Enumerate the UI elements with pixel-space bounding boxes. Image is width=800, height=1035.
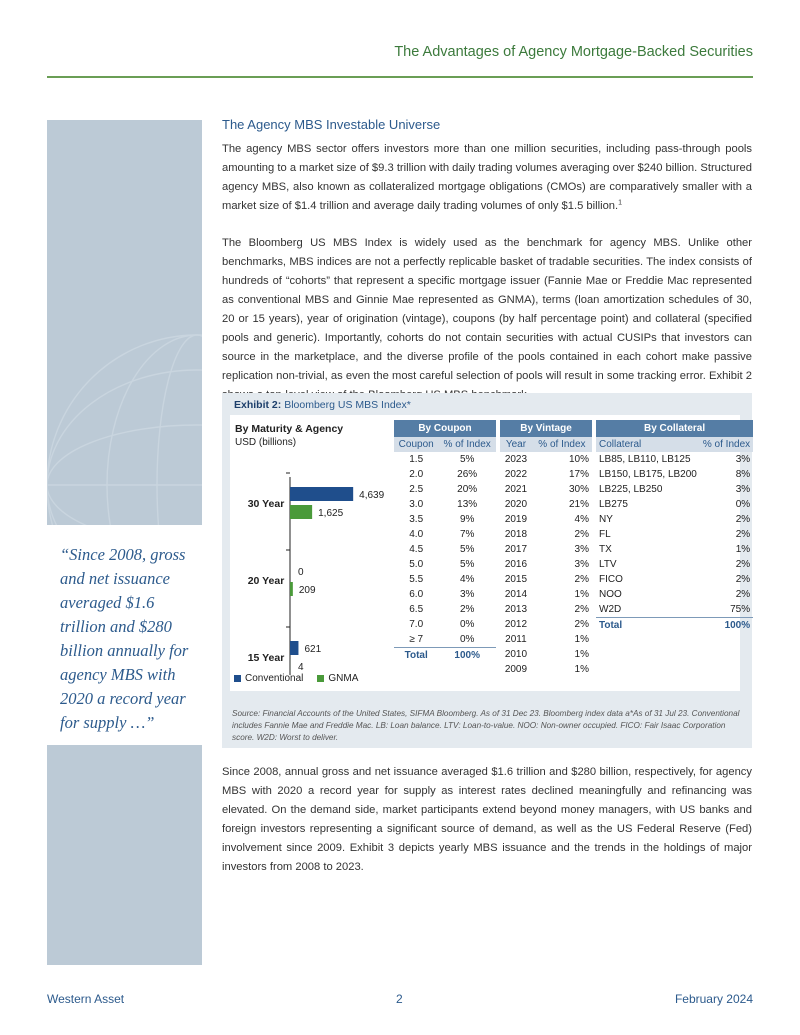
footer-page-number: 2 — [396, 992, 403, 1006]
row-label: 2022 — [504, 469, 528, 480]
table-row — [394, 497, 496, 512]
maturity-bar-chart — [230, 435, 390, 675]
row-value: 1% — [574, 664, 589, 675]
vintage-table — [500, 420, 592, 677]
table-row — [394, 632, 496, 648]
row-label: 4.0 — [409, 529, 424, 540]
row-label: 1.5 — [409, 454, 424, 465]
table-row — [500, 602, 592, 617]
row-value: 13% — [457, 499, 478, 510]
vintage-group-header: By Vintage — [500, 420, 592, 437]
table-row — [500, 527, 592, 542]
paragraph-3: Since 2008, annual gross and net issuance averaged $1.6 trillion and $280 billion, respectively, for agency MBS with 2020 a record year for supply as interest rates declined meaningfully and refinancing was elevated. On the demand side, market participants extend beyond money managers, with US banks and foreign investors representing a significant source of demand, as well as the US Federal Reserve (Fed) involvement since 2009. Exhibit 3 depicts yearly MBS issuance and the trends in the holdings of major investors from 2008 to 2023. — [222, 766, 752, 873]
coupon-total-value: 100% — [438, 648, 496, 664]
row-value: 2% — [574, 604, 589, 615]
row-label: 6.0 — [409, 589, 424, 600]
row-value: 17% — [568, 469, 589, 480]
vintage-pct-header: % of Index — [532, 437, 592, 452]
row-label: TX — [599, 544, 612, 555]
vintage-rows — [500, 452, 592, 677]
row-value: 2% — [735, 574, 751, 585]
row-value: 2% — [574, 529, 589, 540]
chart-subtitle: USD (billions) — [235, 437, 297, 448]
globe-watermark-icon — [47, 310, 202, 525]
row-label: ≥ 7 — [409, 634, 424, 645]
row-value: 3% — [459, 589, 475, 600]
row-label: LB150, LB175, LB200 — [599, 469, 697, 480]
row-label: W2D — [599, 604, 622, 615]
table-row — [394, 512, 496, 527]
row-value: 75% — [730, 604, 751, 615]
row-label: LTV — [599, 559, 617, 570]
legend-conventional-swatch — [234, 675, 241, 682]
row-value: 1% — [735, 544, 751, 555]
bar — [290, 582, 293, 596]
bar-value-label: 4,639 — [359, 490, 385, 501]
paragraph-1-text: The agency MBS sector offers investors more than one million securities, including pass-through pools amounting to a market size of $9.3 trillion with daily trading volumes averaging over $240 billion. Structured agency MBS, also known as collateralized mortgage obligations (CMOs) are comparatively smaller with a market size of $1.4 trillion and average daily trading volumes of only $1.5 billion. — [222, 143, 752, 212]
row-value: 0% — [735, 499, 751, 510]
row-label: LB225, LB250 — [599, 484, 663, 495]
row-label: 6.5 — [409, 604, 424, 615]
table-row — [394, 542, 496, 557]
row-value: 1% — [574, 649, 589, 660]
pull-quote: “Since 2008, gross and net issuance averaged $1.6 trillion and $280 billion annually for agency MBS with 2020 a record year for supply …” — [60, 545, 189, 732]
collateral-col-header: Collateral — [596, 437, 700, 452]
row-value: 2% — [574, 619, 589, 630]
header-rule — [47, 76, 753, 78]
table-row — [500, 482, 592, 497]
collateral-total-value: 100% — [700, 618, 753, 634]
footnote-ref: 1 — [618, 199, 623, 207]
collateral-rows — [596, 452, 753, 618]
collateral-table — [596, 420, 753, 633]
row-label: 2011 — [505, 634, 527, 645]
row-label: 2016 — [504, 559, 528, 570]
row-value: 20% — [457, 484, 478, 495]
chart-title: By Maturity & Agency — [235, 423, 344, 435]
chart-legend — [234, 673, 358, 684]
row-value: 2% — [735, 589, 751, 600]
row-label: 2014 — [504, 589, 528, 600]
coupon-table — [394, 420, 496, 663]
row-label: LB85, LB110, LB125 — [599, 454, 691, 465]
bar — [290, 487, 353, 501]
row-value: 26% — [457, 469, 478, 480]
bar-value-label: 621 — [304, 644, 322, 655]
row-label: 2017 — [504, 544, 528, 555]
table-row — [596, 572, 753, 587]
quote-panel — [47, 525, 202, 745]
coupon-group-header: By Coupon — [394, 420, 496, 437]
table-row — [500, 587, 592, 602]
legend-gnma-swatch — [317, 675, 324, 682]
table-row — [394, 617, 496, 632]
paragraph-1 — [222, 140, 752, 216]
row-value: 2% — [459, 604, 475, 615]
row-value: 2% — [735, 529, 751, 540]
table-row — [394, 557, 496, 572]
row-value: 5% — [459, 544, 475, 555]
row-label: 5.5 — [409, 574, 424, 585]
exhibit-inner — [230, 415, 751, 691]
table-row — [500, 542, 592, 557]
row-value: 2% — [735, 514, 751, 525]
table-row — [500, 557, 592, 572]
row-value: 0% — [459, 619, 475, 630]
category-label: 30 Year — [247, 498, 285, 510]
row-value: 30% — [568, 484, 589, 495]
table-row — [596, 497, 753, 512]
exhibit-name: Bloomberg US MBS Index* — [284, 399, 411, 411]
row-label: 2.5 — [409, 484, 424, 495]
exhibit-2 — [222, 393, 752, 748]
row-label: FL — [599, 529, 611, 540]
row-label: 2023 — [504, 454, 528, 465]
bar-value-label: 4 — [298, 662, 304, 673]
bar-value-label: 209 — [298, 585, 316, 596]
table-row — [596, 557, 753, 572]
row-label: 2.0 — [409, 469, 424, 480]
row-value: 4% — [574, 514, 589, 525]
table-row — [596, 467, 753, 482]
row-value: 0% — [459, 634, 475, 645]
row-label: 2021 — [504, 484, 528, 495]
row-label: FICO — [599, 574, 623, 585]
row-label: 2010 — [504, 649, 528, 660]
row-value: 1% — [574, 634, 589, 645]
row-value: 2% — [735, 559, 751, 570]
collateral-pct-header: % of Index — [700, 437, 753, 452]
coupon-rows — [394, 452, 496, 648]
table-row — [500, 632, 592, 647]
table-row — [500, 617, 592, 632]
table-row — [500, 662, 592, 677]
row-label: 2020 — [504, 499, 528, 510]
row-value: 1% — [574, 589, 589, 600]
sidebar — [47, 120, 202, 965]
bar-value-label: 0 — [298, 567, 304, 578]
row-label: LB275 — [599, 499, 628, 510]
row-value: 2% — [574, 574, 589, 585]
table-row — [394, 587, 496, 602]
row-label: NY — [599, 514, 613, 525]
row-label: 2009 — [504, 664, 528, 675]
paragraph-2: The Bloomberg US MBS Index is widely used as the benchmark for agency MBS. Unlike other benchmarks, MBS indices are not a perfectly replicable basket of tradable securities. The index consists of hundreds of “cohorts” that represent a specific mortgage issuer (Fannie Mae or Freddie Mac represented as conventional MBS and Ginnie Mae represented as GNMA), terms (loan amortization schedules of 30, 20 or 15 years), year of origination (vintage), coupons (by half percentage point) and collateral (specified pools and generic). Importantly, cohorts do not contain securities with actual CUSIPs that investors can source in the marketplace, and the diverse profile of the pools contained in each cohort make passive replication non-trivial, as even the most careful selection of pools will result in some tracking error. Exhibit 2 — [222, 237, 752, 382]
row-value: 3% — [574, 559, 589, 570]
row-label: 3.5 — [409, 514, 424, 525]
collateral-total-label: Total — [596, 618, 700, 634]
coupon-total-label: Total — [394, 648, 438, 664]
row-label: NOO — [599, 589, 622, 600]
row-value: 10% — [568, 454, 589, 465]
footer-date: February 2024 — [674, 992, 753, 1006]
legend-gnma-label: GNMA — [328, 673, 359, 684]
table-row — [596, 542, 753, 557]
section-title: The Agency MBS Investable Universe — [222, 117, 441, 132]
table-row — [394, 467, 496, 482]
row-value: 9% — [459, 514, 475, 525]
table-row — [596, 512, 753, 527]
row-label: 2012 — [504, 619, 528, 630]
table-row — [596, 602, 753, 618]
table-row — [500, 572, 592, 587]
category-label: 20 Year — [247, 575, 285, 587]
table-row — [596, 482, 753, 497]
footer-left: Western Asset — [47, 992, 125, 1006]
row-label: 7.0 — [409, 619, 424, 630]
bar — [290, 505, 312, 519]
row-value: 4% — [459, 574, 475, 585]
table-row — [394, 482, 496, 497]
table-row — [394, 572, 496, 587]
table-row — [500, 452, 592, 467]
row-value: 21% — [568, 499, 589, 510]
row-label: 2019 — [504, 514, 528, 525]
row-value: 5% — [459, 559, 475, 570]
row-label: 2015 — [504, 574, 528, 585]
table-row — [500, 467, 592, 482]
bar — [290, 641, 298, 655]
exhibit-source: Source: Financial Accounts of the United States, SIFMA Bloomberg. As of 31 Dec 23. Bloomberg index data a*As of 31 Jul 23. Conventional includes Fannie Mae and Freddie Mac. LB: Loan balance. LTV: Loan-to-value. NOO: Non-owner occupied. FICO: Fair Isaac Corporation score. W2D: Worst to deliver. — [232, 709, 740, 742]
row-value: 3% — [735, 484, 751, 495]
row-value: 7% — [459, 529, 475, 540]
row-label: 4.5 — [409, 544, 424, 555]
table-row — [500, 497, 592, 512]
row-value: 8% — [735, 469, 751, 480]
table-row — [500, 647, 592, 662]
row-value: 3% — [735, 454, 751, 465]
table-row — [596, 527, 753, 542]
table-row — [596, 452, 753, 467]
table-row — [394, 452, 496, 467]
vintage-col-header: Year — [500, 437, 532, 452]
bar-value-label: 1,625 — [318, 508, 344, 519]
exhibit-label: Exhibit 2: — [234, 399, 282, 411]
row-label: 2018 — [504, 529, 528, 540]
coupon-pct-header: % of Index — [438, 437, 496, 452]
table-row — [394, 527, 496, 542]
category-label: 15 Year — [247, 652, 285, 664]
table-row — [500, 512, 592, 527]
row-label: 5.0 — [409, 559, 424, 570]
coupon-col-header: Coupon — [394, 437, 438, 452]
row-value: 5% — [459, 454, 475, 465]
table-row — [394, 602, 496, 617]
exhibit-title — [234, 399, 411, 411]
row-label: 3.0 — [409, 499, 424, 510]
row-value: 3% — [574, 544, 589, 555]
header-title: The Advantages of Agency Mortgage-Backed Securities — [394, 44, 753, 60]
legend-conventional-label: Conventional — [245, 673, 304, 684]
collateral-group-header: By Collateral — [596, 420, 753, 437]
row-label: 2013 — [504, 604, 528, 615]
table-row — [596, 587, 753, 602]
